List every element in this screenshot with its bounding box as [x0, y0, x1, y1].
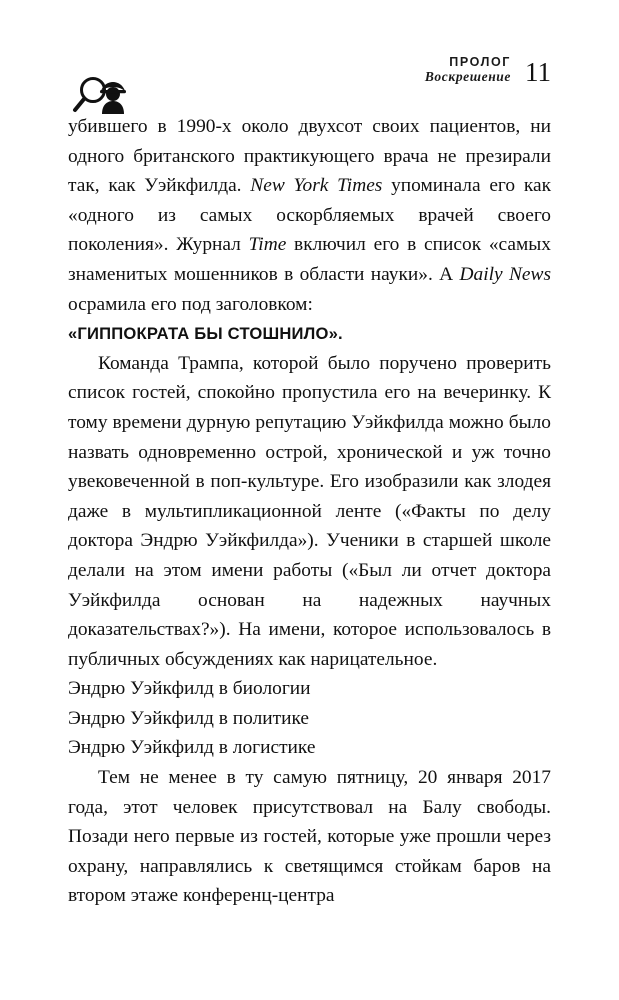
running-head-titles: [425, 56, 511, 84]
list-item: Эндрю Уэйкфилд в политике: [68, 707, 310, 729]
paragraph-continuation: убившего в 1990-х около двухсот своих пациентов, ни одного британского практикующего врача не презирали так, как Уэйкфилда. New York Times упоминала его как «одного из самых оскорбляемых врачей своего поколения». Журнал Time включил его в список «самых знаменитых мошенников в области науки». А Daily News осрамила его под заголовком:: [68, 116, 552, 315]
running-head-right: [425, 56, 551, 86]
paragraph-trump-team: Команда Трампа, которой было поручено проверить список гостей, спокойно пропустила его на вечеринку. К тому времени дурную репутацию Уэйкфилда можно было назвать одновременно острой, хронической и уж точно увековеченной в поп-культуре. Его изобразили как злодея даже в мультипликационной ленте («Факты по делу доктора Эндрю Уэйкфилда»). Ученики в старшей школе делали на этом имени работы («Был ли отчет доктора Уэйкфилда основан на надежных научных доказательствах?»). На имени, которое использовалось в публичных обсуждениях как нарицательное.: [68, 352, 551, 670]
list-item: Эндрю Уэйкфилд в логистике: [68, 737, 316, 759]
running-head-book-title: Воскрешение: [424, 68, 511, 84]
list-item: Эндрю Уэйкфилд в биологии: [68, 678, 311, 700]
running-head: [68, 0, 551, 86]
page-body: [68, 112, 551, 911]
magnifier-silhouette-icon: [72, 74, 134, 118]
pull-quote-headline: «ГИППОКРАТА БЫ СТОШНИЛО».: [68, 324, 343, 344]
running-head-section: ПРОЛОГ: [449, 54, 511, 69]
paragraph-freedom-ball: Тем не менее в ту самую пятницу, 20 января 2017 года, этот человек присутствовал на Балу свободы. Позади него первые из гостей, которые уже прошли через охрану, направлялись к светящимся стойкам баров на втором этаже конференц-центра: [68, 767, 551, 907]
page-number: 11: [525, 57, 551, 87]
